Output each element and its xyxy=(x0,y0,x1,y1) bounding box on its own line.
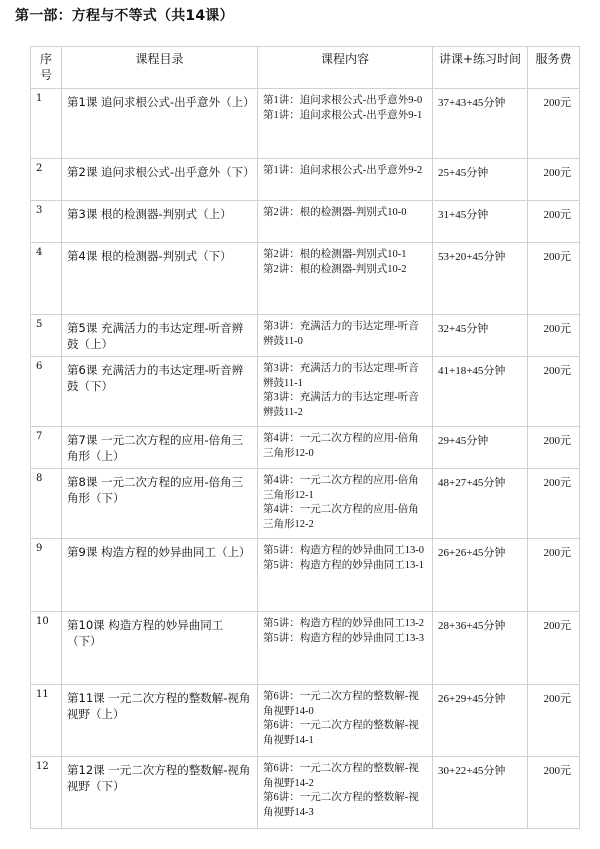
course-table xyxy=(30,46,580,829)
row-number: 5 xyxy=(31,315,62,357)
course-time: 30+22+45分钟 xyxy=(433,757,528,829)
course-title: 第5课 充满活力的韦达定理-听音辨鼓（上） xyxy=(62,315,258,357)
course-content xyxy=(258,612,433,685)
course-time: 25+45分钟 xyxy=(433,159,528,201)
course-fee: 200元 xyxy=(528,685,580,757)
row-number: 3 xyxy=(31,201,62,243)
course-title: 第2课 追问求根公式-出乎意外（下） xyxy=(62,159,258,201)
lecture-item: 第2讲：根的检测器-判别式10-2 xyxy=(263,263,407,275)
lecture-item: 第5讲：构造方程的妙异曲同工13-0 xyxy=(263,545,424,556)
course-content xyxy=(258,685,433,757)
course-time: 29+45分钟 xyxy=(433,427,528,469)
course-content xyxy=(258,89,433,159)
course-content xyxy=(258,315,433,357)
course-time: 26+29+45分钟 xyxy=(433,685,528,757)
table-row xyxy=(31,757,580,829)
header-fee: 服务费 xyxy=(528,47,580,89)
lecture-item: 第1讲：追问求根公式-出乎意外9-0 xyxy=(263,95,423,106)
row-number: 2 xyxy=(31,159,62,201)
course-title: 第10课 构造方程的妙异曲同工（下） xyxy=(62,612,258,685)
course-fee: 200元 xyxy=(528,315,580,357)
lecture-item: 第6讲：一元二次方程的整数解-视角视野14-3 xyxy=(263,792,419,818)
lecture-item: 第6讲：一元二次方程的整数解-视角视野14-0 xyxy=(263,691,419,717)
course-title: 第11课 一元二次方程的整数解-视角视野（上） xyxy=(62,685,258,757)
course-time: 41+18+45分钟 xyxy=(433,357,528,427)
course-fee: 200元 xyxy=(528,469,580,539)
course-time: 48+27+45分钟 xyxy=(433,469,528,539)
course-content xyxy=(258,243,433,315)
course-content xyxy=(258,469,433,539)
table-row xyxy=(31,427,580,469)
course-fee: 200元 xyxy=(528,201,580,243)
course-fee: 200元 xyxy=(528,757,580,829)
course-fee: 200元 xyxy=(528,539,580,612)
row-number: 4 xyxy=(31,243,62,315)
table-header-row xyxy=(31,47,580,89)
lecture-item: 第6讲：一元二次方程的整数解-视角视野14-2 xyxy=(263,763,419,789)
header-time: 讲课+练习时间 xyxy=(433,47,528,89)
course-time: 32+45分钟 xyxy=(433,315,528,357)
course-time: 31+45分钟 xyxy=(433,201,528,243)
lecture-item: 第5讲：构造方程的妙异曲同工13-2 xyxy=(263,618,424,629)
page-title: 第一部：方程与不等式（共14课） xyxy=(15,8,234,24)
course-time: 37+43+45分钟 xyxy=(433,89,528,159)
course-title: 第7课 一元二次方程的应用-倍角三角形（上） xyxy=(62,427,258,469)
table-row xyxy=(31,159,580,201)
table-row xyxy=(31,201,580,243)
table-row xyxy=(31,89,580,159)
lecture-item: 第5讲：构造方程的妙异曲同工13-3 xyxy=(263,632,424,644)
table-body xyxy=(31,89,580,829)
row-number: 11 xyxy=(31,685,62,757)
course-title: 第3课 根的检测器-判别式（上） xyxy=(62,201,258,243)
row-number: 10 xyxy=(31,612,62,685)
lecture-item: 第1讲：追问求根公式-出乎意外9-2 xyxy=(263,165,423,176)
row-number: 7 xyxy=(31,427,62,469)
lecture-item: 第4讲：一元二次方程的应用-倍角三角形12-0 xyxy=(263,433,419,459)
course-content xyxy=(258,201,433,243)
table-row xyxy=(31,357,580,427)
course-time: 53+20+45分钟 xyxy=(433,243,528,315)
course-title: 第4课 根的检测器-判别式（下） xyxy=(62,243,258,315)
table-row xyxy=(31,243,580,315)
lecture-item: 第3讲：充满活力的韦达定理-听音辨鼓11-2 xyxy=(263,392,419,418)
lecture-item: 第2讲：根的检测器-判别式10-1 xyxy=(263,249,407,260)
lecture-item: 第4讲：一元二次方程的应用-倍角三角形12-2 xyxy=(263,504,419,530)
course-title: 第8课 一元二次方程的应用-倍角三角形（下） xyxy=(62,469,258,539)
course-fee: 200元 xyxy=(528,357,580,427)
table-row xyxy=(31,612,580,685)
lecture-item: 第3讲：充满活力的韦达定理-听音辨鼓11-1 xyxy=(263,363,419,389)
row-number: 1 xyxy=(31,89,62,159)
course-content xyxy=(258,159,433,201)
lecture-item: 第6讲：一元二次方程的整数解-视角视野14-1 xyxy=(263,720,419,746)
lecture-item: 第1讲：追问求根公式-出乎意外9-1 xyxy=(263,109,423,121)
course-fee: 200元 xyxy=(528,612,580,685)
table-row xyxy=(31,469,580,539)
row-number: 8 xyxy=(31,469,62,539)
header-content: 课程内容 xyxy=(258,47,433,89)
course-content xyxy=(258,539,433,612)
course-title: 第6课 充满活力的韦达定理-听音辨鼓（下） xyxy=(62,357,258,427)
lecture-item: 第2讲：根的检测器-判别式10-0 xyxy=(263,207,407,218)
lecture-item: 第5讲：构造方程的妙异曲同工13-1 xyxy=(263,559,424,571)
table-row xyxy=(31,539,580,612)
course-time: 26+26+45分钟 xyxy=(433,539,528,612)
course-title: 第9课 构造方程的妙异曲同工（上） xyxy=(62,539,258,612)
course-time: 28+36+45分钟 xyxy=(433,612,528,685)
course-fee: 200元 xyxy=(528,243,580,315)
row-number: 6 xyxy=(31,357,62,427)
course-fee: 200元 xyxy=(528,89,580,159)
table-row xyxy=(31,315,580,357)
table-row xyxy=(31,685,580,757)
course-title: 第12课 一元二次方程的整数解-视角视野（下） xyxy=(62,757,258,829)
course-content xyxy=(258,427,433,469)
header-no: 序号 xyxy=(31,47,62,89)
course-content xyxy=(258,357,433,427)
course-title: 第1课 追问求根公式-出乎意外（上） xyxy=(62,89,258,159)
course-fee: 200元 xyxy=(528,427,580,469)
row-number: 12 xyxy=(31,757,62,829)
lecture-item: 第3讲：充满活力的韦达定理-听音辨鼓11-0 xyxy=(263,321,419,347)
course-content xyxy=(258,757,433,829)
row-number: 9 xyxy=(31,539,62,612)
header-title: 课程目录 xyxy=(62,47,258,89)
course-fee: 200元 xyxy=(528,159,580,201)
lecture-item: 第4讲：一元二次方程的应用-倍角三角形12-1 xyxy=(263,475,419,501)
